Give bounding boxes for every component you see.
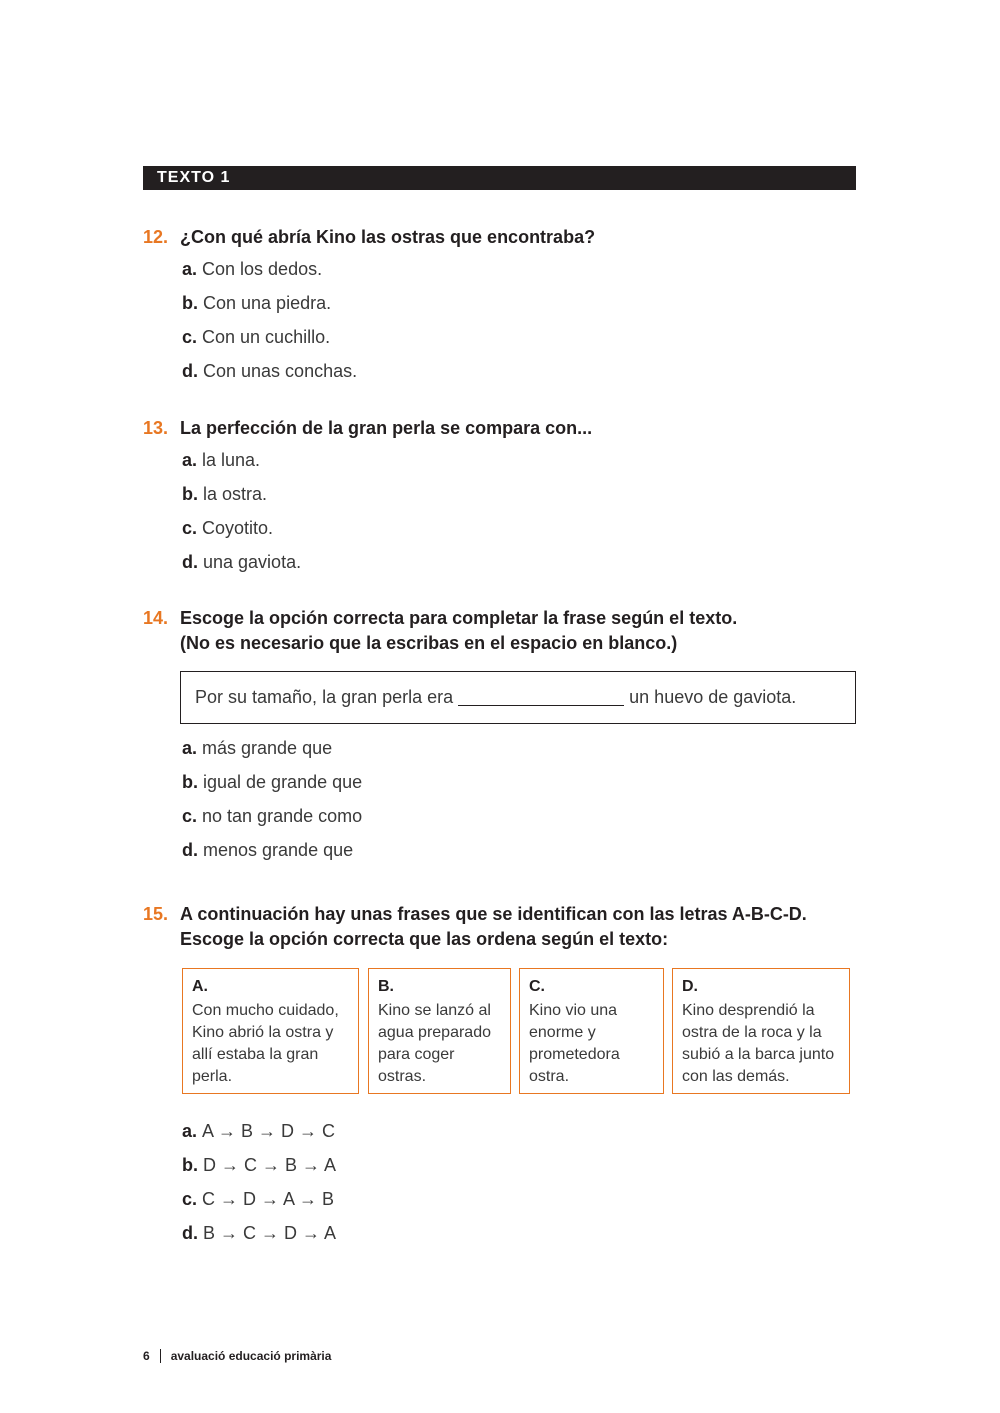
sentence-card-d: D. Kino desprendió la ostra de la roca y la subió a la barca junto con las demás. (672, 968, 850, 1094)
question-text: ¿Con qué abría Kino las ostras que encontraba? (180, 227, 596, 247)
question-number: 12. (143, 227, 169, 247)
option-b[interactable]: b. D → C → B → A (182, 1155, 337, 1175)
question-12 (143, 225, 863, 395)
sentence-end: un huevo de gaviota. (629, 687, 797, 707)
question-text: Escoge la opción correcta para completar la frase según el texto. (No es necesario que la escribas en el espacio en blanco.) (180, 608, 738, 653)
option-b[interactable]: b. Con una piedra. (182, 293, 332, 313)
section-title: TEXTO 1 (157, 169, 231, 186)
option-d[interactable]: d. Con unas conchas. (182, 361, 358, 381)
question-13 (143, 416, 863, 586)
footer-text: avaluació educació primària (170, 1349, 332, 1363)
question-number: 13. (143, 418, 169, 438)
option-a[interactable]: a. más grande que (182, 738, 333, 758)
sentence-start: Por su tamaño, la gran perla era (195, 687, 454, 707)
option-d[interactable]: d. menos grande que (182, 840, 354, 860)
option-c[interactable]: c. Coyotito. (182, 518, 274, 538)
option-c[interactable]: c. no tan grande como (182, 806, 363, 826)
answer-options (182, 450, 863, 586)
option-b[interactable]: b. la ostra. (182, 484, 268, 504)
page-footer (143, 1349, 331, 1363)
answer-options (182, 259, 863, 395)
option-c[interactable]: c. Con un cuchillo. (182, 327, 331, 347)
sentence-card-c: C. Kino vio una enorme y prometedora ostra. (519, 968, 664, 1094)
page-number: 6 (143, 1349, 150, 1363)
option-a[interactable]: a. A → B → D → C (182, 1121, 336, 1141)
question-text: A continuación hay unas frases que se identifican con las letras A-B-C-D. Escoge la opción correcta que las ordena según el texto: (180, 904, 807, 949)
sentence-card-a: A. Con mucho cuidado, Kino abrió la ostra y allí estaba la gran perla. (182, 968, 359, 1094)
option-d[interactable]: d. una gaviota. (182, 552, 302, 572)
section-title-bar (143, 166, 856, 190)
option-b[interactable]: b. igual de grande que (182, 772, 363, 792)
option-a[interactable]: a. la luna. (182, 450, 261, 470)
option-a[interactable]: a. Con los dedos. (182, 259, 323, 279)
sentence-card-b: B. Kino se lanzó al agua preparado para coger ostras. (368, 968, 511, 1094)
question-text: La perfección de la gran perla se compara con... (180, 418, 593, 438)
sentence-completion-box (180, 671, 856, 724)
question-14-options (143, 738, 863, 874)
question-15 (143, 902, 863, 952)
option-d[interactable]: d. B → C → D → A (182, 1223, 337, 1243)
footer-divider (160, 1349, 161, 1363)
question-15-options (143, 1121, 863, 1257)
option-c[interactable]: c. C → D → A → B (182, 1189, 335, 1209)
question-number: 15. (143, 904, 169, 924)
question-number: 14. (143, 608, 169, 628)
answer-options (182, 738, 863, 874)
question-14 (143, 606, 863, 656)
answer-options (182, 1121, 863, 1257)
blank-space (458, 689, 624, 706)
